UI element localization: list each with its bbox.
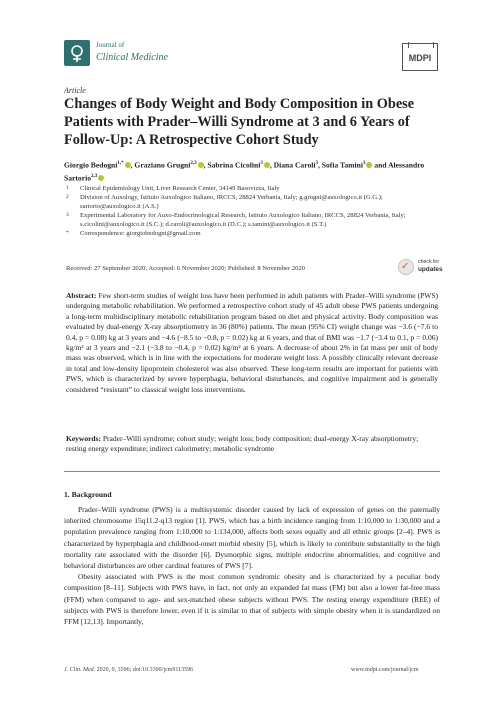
affiliation-number: 3 (66, 212, 69, 219)
author-affil-sup: 1,* (117, 161, 124, 166)
footer-journal-abbrev: J. Clin. Med. (64, 667, 96, 673)
paragraph: Prader–Willi syndrome (PWS) is a multisystemic disorder caused by lack of expression of genes on the paternally inherited chromosome 15q11.2-q13 region [1]. PWS, which has a birth incidence ranging from 1:10,000 to 1:30,000 and a population prevalence ranging from 1:10,000 to 1:134,000, affects both sexes equally and all ethnic groups [2–4]. PWS is characterized by hyperphagia and childhood-onset morbid obesity [5], which is likely to contribute substantially to the high mortality rate associated with the disorder [6]. Dysmorphic signs, multiple endocrine abnormalities, and cognitive and behavioral disturbances are other cardinal features of PWS [7]. (64, 505, 440, 571)
author-affil-sup: 3 (315, 161, 318, 166)
check-updates-line1[interactable]: check for (418, 259, 440, 265)
article-type: Article (64, 86, 86, 95)
checkmark-icon: ✓ (401, 261, 410, 272)
keywords-label: Keywords: (66, 434, 101, 443)
author-list: Giorgio Bedogni$^{1,*}$ , Graziano Grugni$^{2,3}$ , Sabrina Cicolini$^3$ , Diana Caroli$^3$, Sofia Tamini$^3$ and Alessandro Sartorio$^{2,3}$ (64, 160, 425, 183)
affiliation-number: 2 (66, 194, 69, 201)
affiliation-number: * (66, 230, 69, 237)
author-name[interactable]: Graziano Grugni (134, 160, 191, 170)
footer-url[interactable]: www.mdpi.com/journal/jcm (351, 667, 419, 673)
footer-citation (64, 667, 193, 673)
affiliation (66, 184, 436, 193)
affiliation-text: Clinical Epidemiology Unit, Liver Research Center, 34149 Basovizza, Italy (80, 185, 280, 192)
mdpi-logo[interactable]: MDPI (402, 43, 438, 71)
orcid-icon[interactable] (264, 162, 270, 168)
abstract-label: Abstract: (66, 291, 97, 300)
journal-logo-icon (64, 40, 90, 66)
orcid-icon[interactable] (125, 162, 131, 168)
author-name[interactable]: Alessandro Sartorio (64, 160, 425, 183)
publication-dates: Received: 27 September 2020; Accepted: 6 November 2020; Published: 8 November 2020 (66, 265, 305, 272)
authors-joiner: and (374, 160, 387, 170)
affiliation (66, 211, 436, 229)
footer-citation-text[interactable]: 2020, 9, 3596; doi:10.3390/jcm9113596 (96, 667, 194, 673)
affiliation (66, 193, 436, 211)
affiliations (66, 184, 436, 239)
abstract (66, 291, 438, 395)
correspondence (66, 229, 436, 238)
abstract-text: Few short-term studies of weight loss have been performed in adult patients with Prader–Willi syndrome (PWS) undergoing metabolic rehabilitation. We performed a retrospective cohort study of 45 adult obese PWS patients undergoing a long-term multidisciplinary metabolic rehabilitation program based on diet and physical activity. Body composition was evaluated by dual-energy X-ray absorptiometry in 36 (80%) patients. The mean (95% CI) weight change was −3.6 (−7.6 to 0.4, p = 0.08) kg at 3 years and −4.6 (−8.5 to −0.8, p = 0.02) kg at 6 years, and that of BMI was −1.7 (−3.4 to 0.1, p = 0.06) kg/m² at 3 years and −2.1 (−3.8 to −0.4, p = 0.02) kg/m² at 6 years. A decrease of about 2% in fat mass per unit of body mass was observed, which is in line with the expectations for moderate weight loss. A possibly clinically relevant decrease in total and low-density lipoprotein cholesterol was also observed. These long-term results are important for patients with PWS, which is characterized by severe hyperphagia, behavioral disturbances, and cognitive impairment and is generally considered “resistant” to classical weight loss interventions. (66, 291, 439, 394)
author-affil-sup: 3 (260, 161, 263, 166)
affiliation-number: 1 (66, 185, 69, 191)
section-heading: 1. Background (64, 490, 112, 499)
journal-name: Clinical Medicine (96, 52, 168, 63)
correspondence-text[interactable]: Correspondence: giorgiobedogni@gmail.com (80, 230, 201, 238)
orcid-icon[interactable] (98, 175, 104, 181)
orcid-icon[interactable] (366, 162, 372, 168)
author-affil-sup: 2,3 (190, 161, 197, 166)
section-divider (64, 471, 440, 472)
article-title: Changes of Body Weight and Body Composition in Obese Patients with Prader–Willi Syndrome at 3 and 6 Years of Follow-Up: A Retrospective Cohort Study (64, 96, 415, 148)
affiliation-text: Division of Auxology, Istituto Auxologico Italiano, IRCCS, 28824 Verbania, Italy; g.grugni@auxologico.it (G.G.); sartorio@auxologico.it (A.S.) (80, 194, 383, 211)
body-text (64, 504, 440, 627)
keywords-text: Prader–Willi syndrome; cohort study; weight loss; body composition; dual-energy X-ray absorptiometry; resting energy expenditure; indirect calorimetry; metabolic syndrome (66, 434, 419, 454)
author-name[interactable]: Diana Caroli (273, 160, 316, 170)
author-name[interactable]: Giorgio Bedogni (64, 160, 118, 170)
check-updates-line2[interactable]: updates (418, 266, 443, 273)
author-affil-sup: 3 (362, 161, 366, 166)
affiliation-text: Experimental Laboratory for Auxo-Endocrinological Research, Istituto Auxologico Italiano, IRCCS, 28824 Verbania, Italy; s.cicolini@auxologico.it (S.C.); d.caroli@auxologico.it (D.C.); s.tamini@auxologico.it (S.T.) (80, 212, 406, 229)
journal-of-label: Journal of (96, 41, 125, 49)
author-name[interactable]: Sabrina Cicolini (207, 160, 261, 170)
keywords (66, 434, 438, 455)
orcid-icon[interactable] (198, 162, 204, 168)
author-name[interactable]: Sofia Tamini (321, 160, 363, 170)
author-affil-sup: 2,3 (91, 174, 98, 180)
paragraph: Obesity associated with PWS is the most common syndromic obesity and is characterized by a peculiar body composition [8–11]. Subjects with PWS have, in fact, not only an expanded fat mass (FM) but also a lower fat-free mass (FFM) when compared to age- and sex-matched obese subjects without PWS. The resting energy expenditure (REE) of subjects with PWS is therefore lower, even if it is similar to that of subjects with simple obesity when it is standardized on FFM [12,13]. Importantly, (64, 572, 440, 627)
